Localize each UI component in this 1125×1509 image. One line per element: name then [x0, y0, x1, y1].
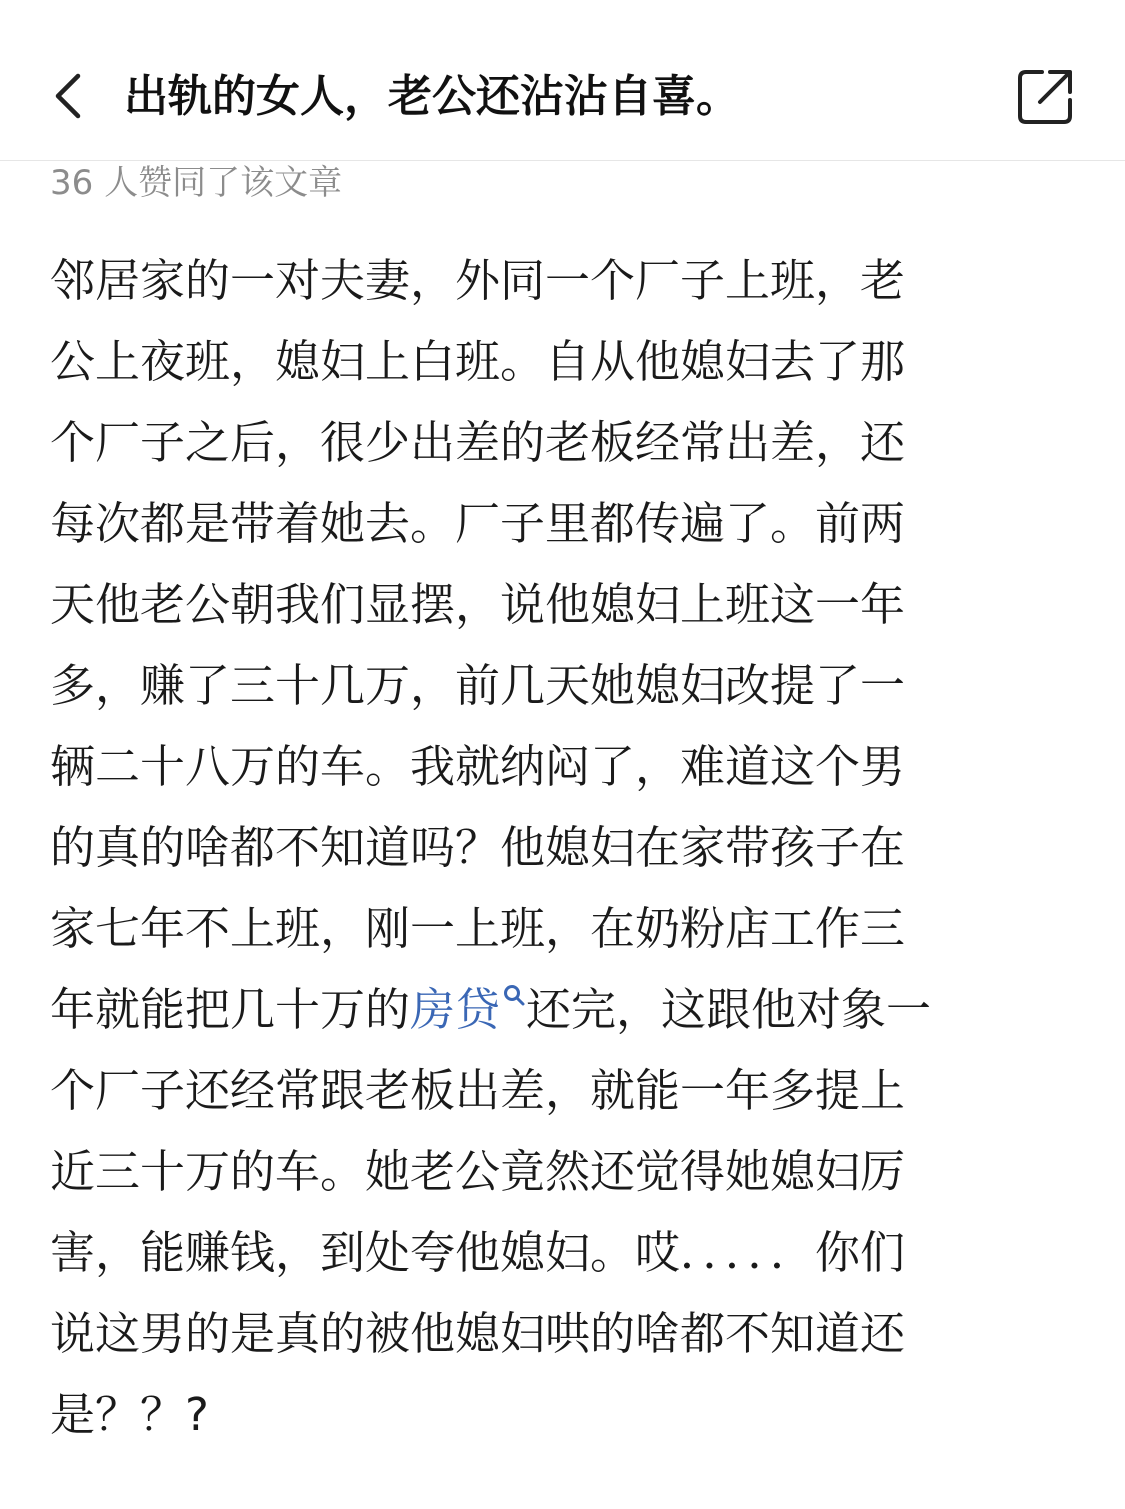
share-external-icon — [1014, 66, 1076, 128]
text-line: 个厂子还经常跟老板出差，就能一年多提上 — [50, 1064, 906, 1117]
text-line: 近三十万的车。她老公竟然还觉得她媳妇厉 — [50, 1145, 906, 1198]
text-line: 家七年不上班，刚一上班，在奶粉店工作三 — [50, 902, 906, 955]
article-title: 出轨的女人，老公还沾沾自喜。 — [124, 71, 740, 122]
text-line: 每次都是带着她去。厂子里都传遍了。前两 — [50, 497, 906, 550]
text-line: 个厂子之后，很少出差的老板经常出差，还 — [50, 416, 906, 469]
text-line: 的真的啥都不知道吗？他媳妇在家带孩子在 — [50, 821, 906, 874]
search-icon — [502, 983, 526, 1007]
text-line: 天他老公朝我们显摆，说他媳妇上班这一年 — [50, 578, 906, 631]
text-line: 多，赚了三十几万，前几天她媳妇改提了一 — [50, 659, 906, 712]
text-line: 说这男的是真的被他媳妇哄的啥都不知道还 — [50, 1307, 906, 1360]
share-button[interactable] — [1014, 66, 1076, 128]
text-segment: 还完，这跟他对象一 — [526, 983, 932, 1036]
text-line: 辆二十八万的车。我就纳闷了，难道这个男 — [50, 740, 906, 793]
article-paragraph — [50, 240, 1090, 1455]
article-body — [50, 240, 1090, 1455]
likes-count: 36 人赞同了该文章 — [50, 163, 343, 203]
text-line: 害，能赚钱，到处夸他媳妇。哎．．．．．你们 — [50, 1226, 906, 1279]
text-line: 邻居家的一对夫妻，外同一个厂子上班，老 — [50, 254, 906, 307]
back-button[interactable] — [44, 64, 92, 128]
text-line-with-link — [50, 969, 1090, 1050]
chevron-left-icon — [44, 64, 92, 128]
text-segment: 年就能把几十万的 — [50, 983, 411, 1036]
text-line: 是？？? — [50, 1388, 209, 1441]
top-bar — [0, 0, 1125, 161]
text-line: 公上夜班，媳妇上白班。自从他媳妇去了那 — [50, 335, 906, 388]
keyword-link-text: 房贷 — [410, 983, 501, 1036]
keyword-search-link[interactable] — [410, 983, 526, 1036]
